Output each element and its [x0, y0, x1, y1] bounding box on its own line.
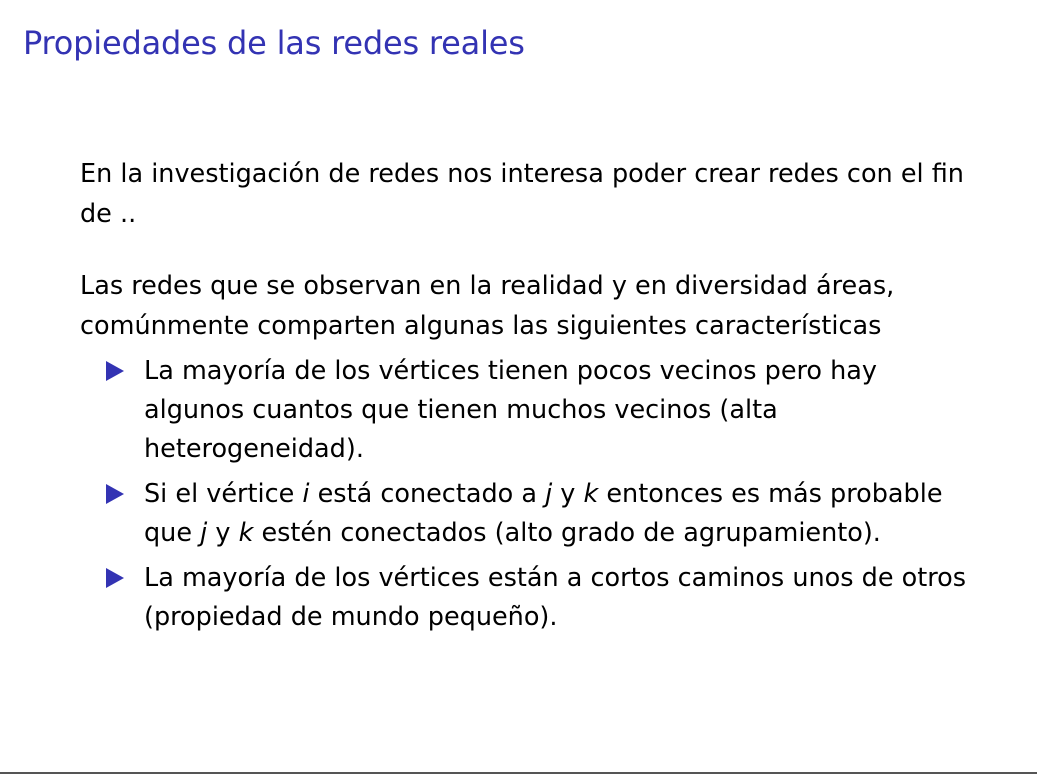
math-variable-i: i — [302, 479, 310, 509]
bullet-text-part: y — [552, 479, 584, 509]
slide-title: Propiedades de las redes reales — [23, 24, 525, 62]
bullet-text-part: Si el vértice — [144, 479, 303, 509]
bullet-text-part: estén conectados (alto grado de agrupamiento). — [253, 518, 881, 548]
bullet-small-world — [80, 559, 980, 637]
characteristics-list — [80, 352, 980, 637]
bullet-heterogeneity — [80, 352, 980, 469]
lead-paragraph: Las redes que se observan en la realidad y en diversidad áreas, comúnmente comparten algunas las siguientes características — [80, 271, 895, 341]
triangle-bullet-icon — [106, 361, 124, 381]
math-variable-j: j — [545, 479, 553, 509]
math-variable-j: j — [200, 518, 208, 548]
bullet-text: La mayoría de los vértices están a cortos caminos unos de otros (propiedad de mundo pequeño). — [144, 563, 967, 632]
bullet-text-part: está conectado a — [309, 479, 546, 509]
math-variable-k: k — [583, 479, 599, 509]
intro-paragraph: En la investigación de redes nos interesa poder crear redes con el fin de .. — [80, 159, 964, 229]
bullet-text-part: entonces es más probable que — [144, 479, 943, 548]
bottom-divider — [0, 772, 1037, 774]
math-variable-k: k — [238, 518, 254, 548]
triangle-bullet-icon — [106, 568, 124, 588]
triangle-bullet-icon — [106, 484, 124, 504]
bullet-clustering — [80, 475, 980, 553]
slide-body — [80, 154, 980, 637]
bullet-text-part: y — [207, 518, 239, 548]
bullet-text: La mayoría de los vértices tienen pocos vecinos pero hay algunos cuantos que tienen muchos vecinos (alta heterogeneidad). — [144, 356, 878, 464]
